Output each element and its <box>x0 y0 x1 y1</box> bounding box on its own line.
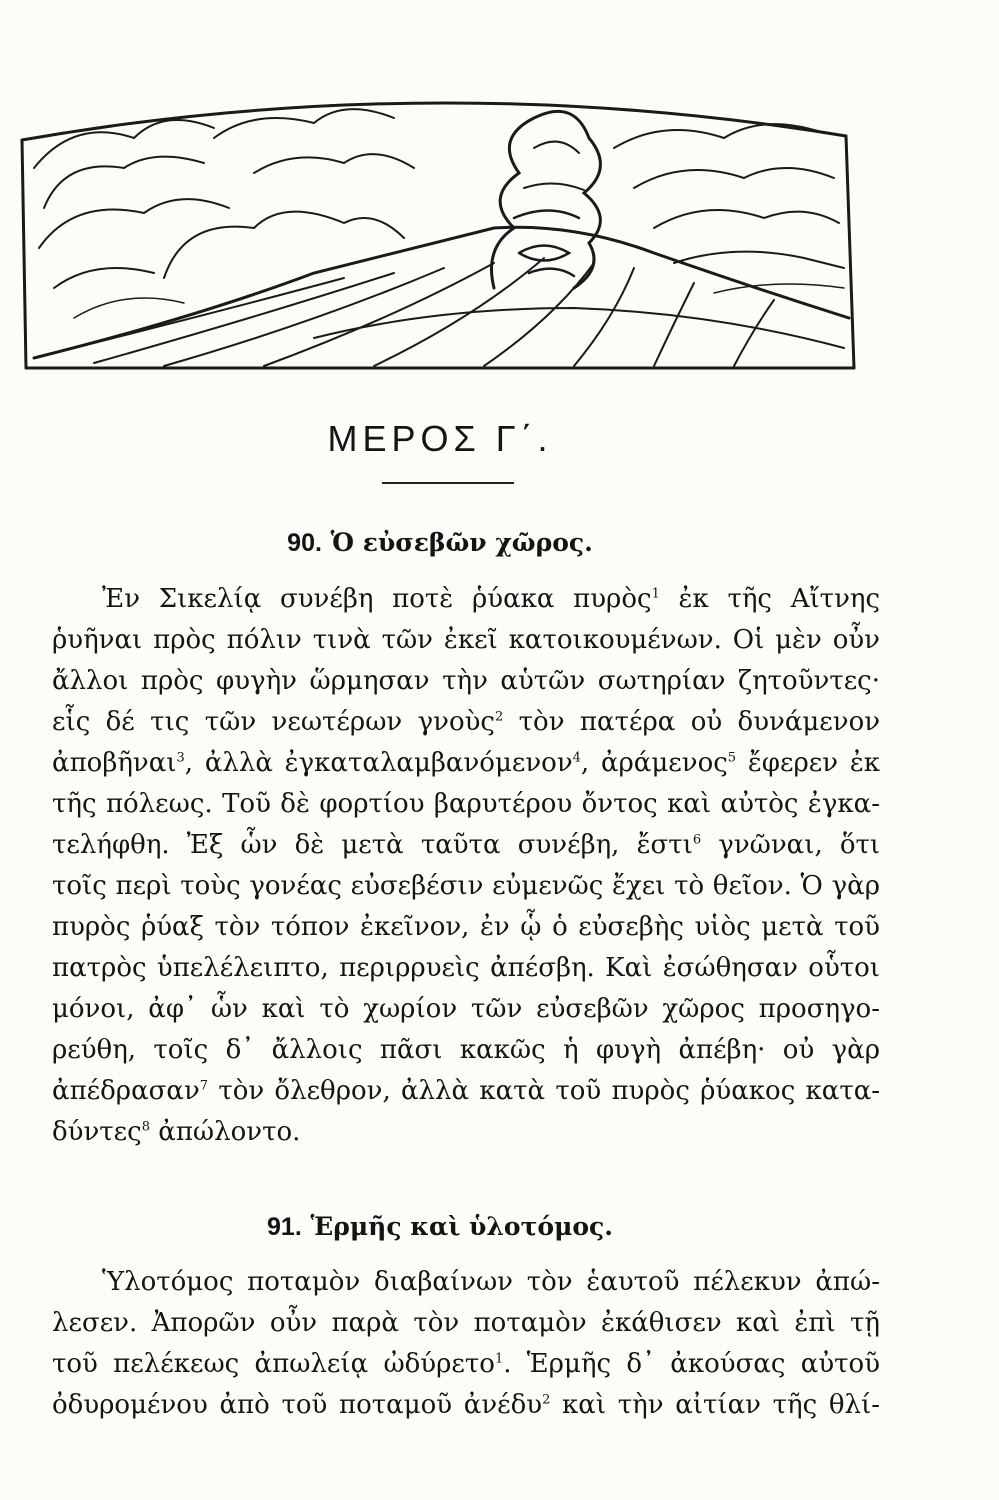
text-line: εἷς δέ τις τῶν νεωτέρων γνοὺς$^2$ τὸν πατέρα οὐ δυνάμενον <box>52 707 881 737</box>
text-line: πατρὸς ὑπελέλειπτο, περιρρυεὶς ἀπέσβη. Καὶ ἐσώθησαν οὗτοι <box>52 953 880 983</box>
section-title: Ἑρμῆς καὶ ὑλοτόμος. <box>310 1212 613 1241</box>
footnote-marker: 2 <box>542 1392 551 1408</box>
text-line: Ὑλοτόμος ποταμὸν διαβαίνων τὸν ἑαυτοῦ πέλεκυν ἀπώ- <box>102 1267 880 1297</box>
section-heading-90 <box>0 528 880 558</box>
section-number: 91. <box>267 1213 302 1241</box>
footnote-marker: 1 <box>651 586 660 602</box>
section-title: Ὁ εὐσεβῶν χῶρος. <box>330 528 593 557</box>
footnote-marker: 4 <box>572 750 581 766</box>
footnote-marker: 6 <box>692 832 702 848</box>
footnote-marker: 8 <box>141 1119 150 1135</box>
section-body-90 <box>52 579 880 1153</box>
text-line: τῆς πόλεως. Τοῦ δὲ φορτίου βαρυτέρου ὄντος καὶ αὐτὸς ἐγκα- <box>52 789 880 819</box>
section-body-91 <box>52 1262 880 1426</box>
text-line: ρεύθη, τοῖς δ᾽ ἄλλοις πᾶσι κακῶς ἡ φυγὴ ἀπέβη· οὐ γὰρ <box>52 1035 880 1065</box>
text-line: τοῦ πελέκεως ἀπωλείᾳ ὠδύρετο$^1$. Ἑρμῆς δ᾽ ἀκούσας αὐτοῦ <box>52 1349 880 1379</box>
text-line: ὀδυρομένου ἀπὸ τοῦ ποταμοῦ ἀνέδυ$^2$ καὶ τὴν αἰτίαν τῆς θλί- <box>52 1390 880 1420</box>
text-line: μόνοι, ἀφ᾽ ὧν καὶ τὸ χωρίον τῶν εὐσεβῶν χῶρος προσηγο- <box>52 994 880 1024</box>
text-line: ἀπέδρασαν$^7$ τὸν ὄλεθρον, ἀλλὰ κατὰ τοῦ πυρὸς ῥύακος κατα- <box>52 1076 881 1106</box>
text-line: τελήφθη. Ἐξ ὧν δὲ μετὰ ταῦτα συνέβη, ἔστι$^6$ γνῶναι, ὅτι <box>52 830 881 860</box>
title-divider <box>382 482 514 484</box>
text-line: πυρὸς ῥύαξ τὸν τόπον ἐκεῖνον, ἐν ᾧ ὁ εὐσεβὴς υἱὸς μετὰ τοῦ <box>52 912 880 942</box>
text-line: Ἐν Σικελίᾳ συνέβη ποτὲ ῥύακα πυρὸς$^1$ ἐκ τῆς Αἴτνης <box>102 584 881 614</box>
section-heading-91 <box>0 1212 880 1242</box>
footnote-marker: 1 <box>494 1351 504 1367</box>
volcano-illustration <box>14 78 864 378</box>
footnote-marker: 3 <box>176 750 185 766</box>
text-line: ῥυῆναι πρὸς πόλιν τινὰ τῶν ἐκεῖ κατοικουμένων. Οἱ μὲν οὖν <box>52 625 880 655</box>
section-number: 90. <box>287 529 322 557</box>
part-title: ΜΕΡΟΣ Γ΄. <box>327 418 553 459</box>
text-line: λεσεν. Ἀπορῶν οὖν παρὰ τὸν ποταμὸν ἐκάθισεν καὶ ἐπὶ τῇ <box>52 1308 880 1338</box>
footnote-marker: 7 <box>199 1078 209 1094</box>
footnote-marker: 2 <box>494 709 504 725</box>
text-line: ἀποβῆναι$^3$, ἀλλὰ ἐγκαταλαμβανόμενον$^4$, ἀράμενος$^5$ ἔφερεν ἐκ <box>52 748 881 778</box>
text-line: τοῖς περὶ τοὺς γονέας εὐσεβέσιν εὐμενῶς ἔχει τὸ θεῖον. Ὁ γὰρ <box>52 871 880 901</box>
text-line: δύντες$^8$ ἀπώλοντο. <box>52 1117 301 1147</box>
footnote-marker: 5 <box>727 750 737 766</box>
text-line: ἄλλοι πρὸς φυγὴν ὥρμησαν τὴν αὑτῶν σωτηρίαν ζητοῦντες· <box>52 666 880 696</box>
